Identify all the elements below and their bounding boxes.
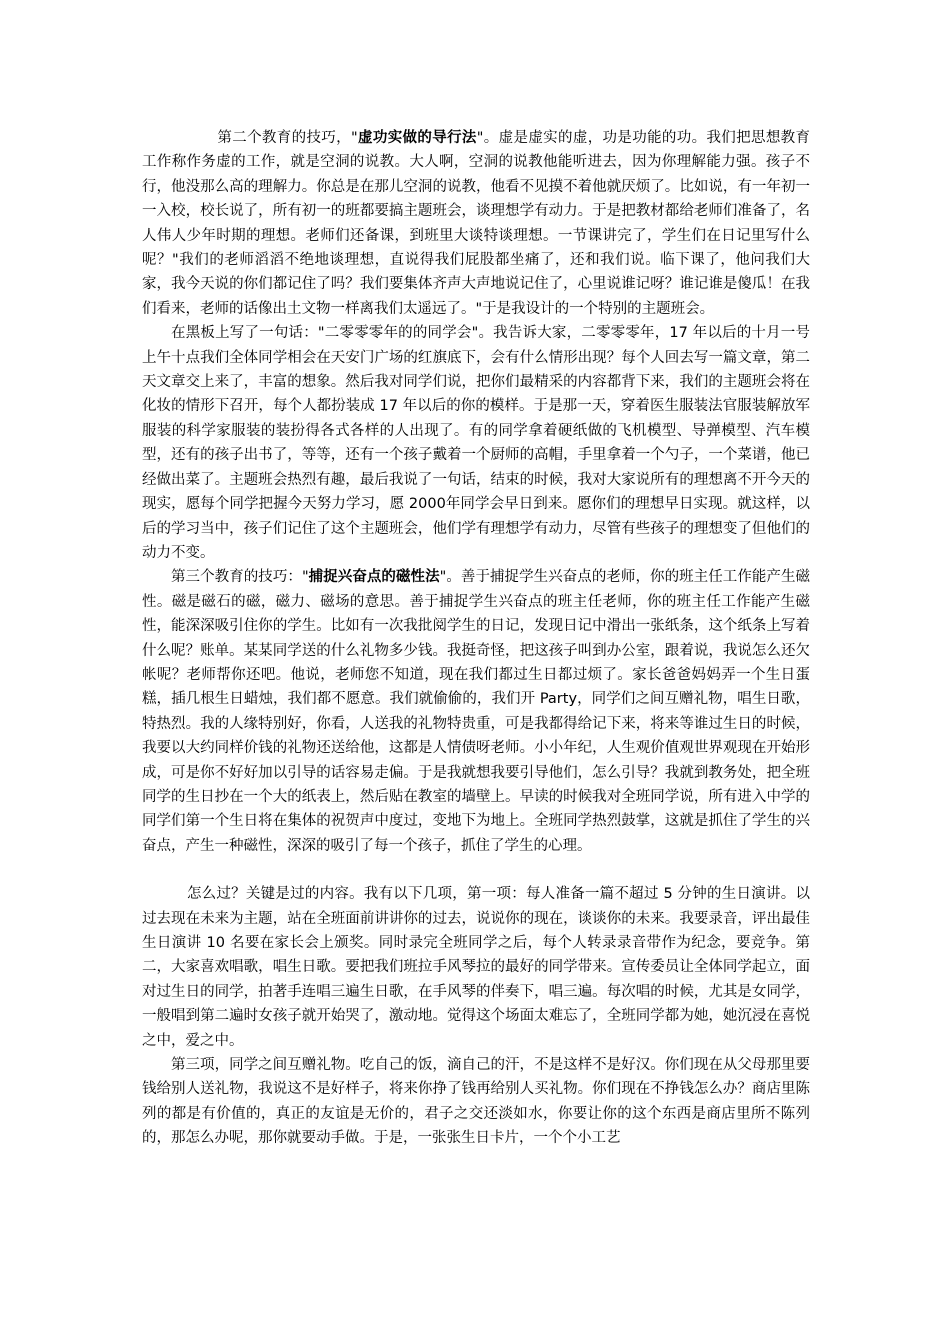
paragraph-technique-two bbox=[142, 126, 810, 321]
paragraph-text: "。善于捕捉学生兴奋点的老师，你的班主任工作能产生磁性。磁是磁石的磁，磁力、磁场的意思。善于捕捉学生兴奋点的班主任老师，你的班主任工作能产生磁性，能深深吸引住你的学生。比如有一次我批阅学生的日记，发现日记中滑出一张纸条，这个纸条上写着什么呢？账单。某某同学送的什么礼物多少钱。我挺奇怪，把这孩子叫到办公室，跟着说，我说怎么还欠帐呢？老师帮你还吧。他说，老师您不知道，现在我们都过生日都过烦了。家长爸爸妈妈弄一个生日蛋糕，插几根生日蜡烛，我们都不愿意。我们就偷偷的，我们开 Party，同学们之间互赠礼物，唱生日歌，特热烈。我的人缘特别好，你看，人送我的礼物特贵重，可是我都得给记下来，将来等谁过生日的时候，我要以大约同样价钱的礼物还送给他，这都是人情债呀老师。小小年纪，人生观价值观世界观现在开始形成，可是你不好好加以引导的话容易走偏。于是我就想我要引导他们，怎么引导？我就到教务处，把全班同学的生日抄在一个大的纸表上，然后贴在教室的墙壁上。早读的时候我对全班同学说，所有进入中学的同学们第一个生日将在集体的祝贺声中度过，变地下为地上。全班同学热烈鼓掌，这就是抓住了学生的兴奋点，产生一种磁性，深深的吸引了每一个孩子，抓住了学生的心理。 bbox=[142, 569, 811, 854]
paragraph-birthday-plan: 怎么过？关键是过的内容。我有以下几项，第一项：每人准备一篇不超过 5 分钟的生日演讲。以过去现在未来为主题，站在全班面前讲讲你的过去，说说你的现在，谈谈你的未来。我要录音，评出最佳生日演讲 10 名要在家长会上颁奖。同时录完全班同学之后，每个人转录录音带作为纪念，要竞争。第二，大家喜欢唱歌，唱生日歌。要把我们班拉手风琴拉的最好的同学带来。宣传委员让全体同学起立，面对过生日的同学，拍著手连唱三遍生日歌，在手风琴的伴奏下，唱三遍。每次唱的时候，尤其是女同学，一般唱到第二遍时女孩子就开始哭了，激动地。觉得这个场面太难忘了，全班同学都为她，她沉浸在喜悦之中，爱之中。 bbox=[142, 886, 810, 1049]
document-page bbox=[142, 126, 810, 1151]
paragraph-gift-exchange: 第三项，同学之间互赠礼物。吃自己的饭，滴自己的汗，不是这样不是好汉。你们现在从父母那里要钱给别人送礼物，我说这不是好样子，将来你挣了钱再给别人买礼物。你们现在不挣钱怎么办？商店里陈列的都是有价值的，真正的友谊是无价的，君子之交还淡如水，你要让你的这个东西是商店里所不陈列的，那怎么办呢，那你就要动手做。于是，一张张生日卡片，一个个小工艺 bbox=[142, 1057, 810, 1147]
blank-line bbox=[142, 858, 810, 882]
technique-title: 虚功实做的导行法 bbox=[357, 130, 477, 146]
paragraph-technique-three bbox=[142, 565, 810, 858]
technique-title: 捕捉兴奋点的磁性法 bbox=[308, 569, 440, 586]
paragraph-text: 第三个教育的技巧：" bbox=[171, 569, 309, 586]
paragraph-class-meeting: 在黑板上写了一句话："二零零零年的的同学会"。我告诉大家，二零零零年，17 年以后的十月一号上午十点我们全体同学相会在天安门广场的红旗底下，会有什么情形出现？每个人回去写一篇文章，第二天文章交上来了，丰富的想象。然后我对同学们说，把你们最精采的内容都背下来，我们的主题班会将在化妆的情形下召开，每个人都扮装成 17 年以后的你的模样。于是那一天，穿着医生服装法官服装解放军服装的科学家服装的装扮得各式各样的人出现了。有的同学拿着硬纸做的飞机模型、导弹模型、汽车模型，还有的孩子出书了，等等，还有一个孩子戴着一个厨师的高帽，手里拿着一个勺子，一个菜谱，他已经做出菜了。主题班会热烈有趣，最后我说了一句话，结束的时候，我对大家说所有的理想离不开今天的现实，愿每个同学把握今天努力学习，愿 2000年同学会早日到来。愿你们的理想早日实现。就这样，以后的学习当中，孩子们记住了这个主题班会，他们学有理想学有动力，尽管有些孩子的理想变了但他们的动力不变。 bbox=[142, 325, 810, 561]
paragraph-text: "。虚是虚实的虚，功是功能的功。我们把思想教育工作称作务虚的工作，就是空洞的说教。大人啊，空洞的说教他能听进去，因为你理解能力强。孩子不行，他没那么高的理解力。你总是在那儿空洞的说教，他看不见摸不着他就厌烦了。比如说，有一年初一一入校，校长说了，所有初一的班都要搞主题班会，谈理想学有动力。于是把教材都给老师们准备了，名人伟人少年时期的理想。老师们还备课，到班里大谈特谈理想。一节课讲完了，学生们在日记里写什么呢？"我们的老师滔滔不绝地谈理想，直说得我们屁股都坐痛了，还和我们说。临下课了，他问我们大家，我今天说的你们都记住了吗？我们要集体齐声大声地说记住了，心里说谁记呀？谁记谁是傻瓜！在我们看来，老师的话像出土文物一样离我们太遥远了。"于是我设计的一个特别的主题班会。 bbox=[142, 130, 811, 317]
paragraph-text: 第二个教育的技巧，" bbox=[217, 130, 358, 146]
